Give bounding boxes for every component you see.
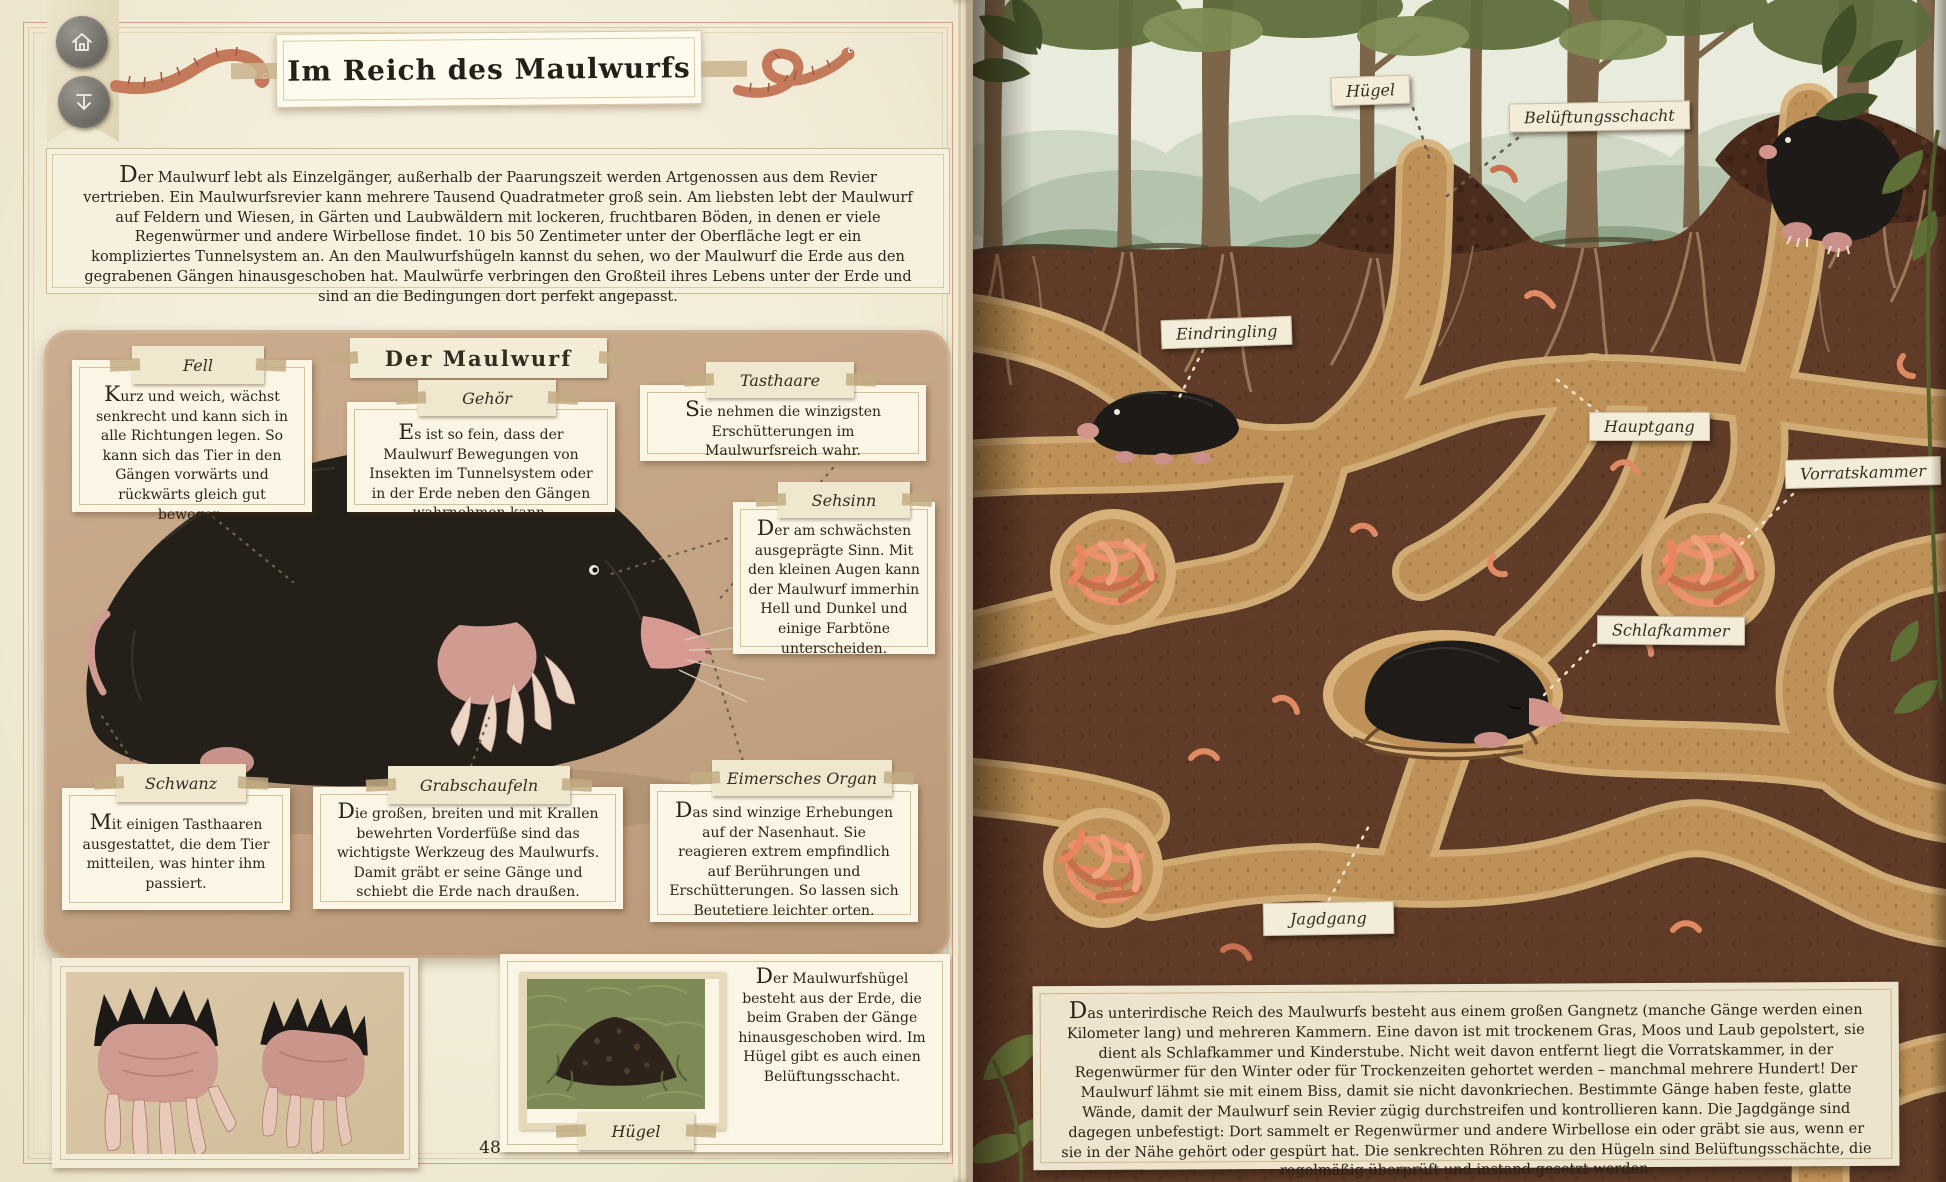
right-page bbox=[973, 0, 1946, 1182]
map-label-vorratskammer bbox=[1785, 456, 1942, 489]
map-label-hauptgang bbox=[1589, 412, 1710, 441]
map-label-belueftungsschacht bbox=[1509, 100, 1690, 132]
card-fell-text: Kurz und weich, wächst senkrecht und kann sich in alle Richtungen legen. So kann sich das Tier in den Gängen vorwärts und rückwärts gleich gut bewegen. bbox=[95, 382, 289, 523]
card-label-text: Eimersches Organ bbox=[726, 768, 878, 788]
map-label-text: Hauptgang bbox=[1604, 417, 1695, 436]
page-number: 48 bbox=[479, 1138, 501, 1158]
card-tasthaare-label bbox=[706, 362, 854, 398]
intro-text: Der Maulwurf lebt als Einzelgänger, außerhalb der Paarungszeit werden Artgenossen aus dem Revier vertrieben. Ein Maulwurfsrevier kann mehrere Tausend Quadratmeter groß sein. Am liebsten lebt der Maulwurf auf Feldern und Wiesen, in Gärten und Laubwäldern mit lockeren, fruchtbaren Böden, in denen er viele Regenwürmer und andere Wirbellose findet. 10 bis 50 Zentimeter unter der Oberfläche legt er ein kompliziertes Tunnelsystem an. An den Maulwurfshügeln kannst du sehen, wo der Maulwurf die Erde aus den gegrabenen Gängen hinausgeschoben hat. Maulwürfe verbringen den Großteil ihres Lebens unter der Erde und sind an die Bedingungen dort perfekt angepasst. bbox=[83, 161, 913, 305]
home-icon bbox=[68, 28, 96, 56]
scroll-down-button[interactable] bbox=[58, 76, 110, 128]
card-gehoer-text: Es ist so fein, dass der Maulwurf Bewegungen von Insekten im Tunnelsystem oder in der Erde neben den Gängen wahrnehmen kann. bbox=[369, 420, 593, 522]
card-eimersches-organ bbox=[650, 784, 918, 922]
paws-photo-card bbox=[52, 958, 418, 1168]
caption-text: Das unterirdische Reich des Maulwurfs besteht aus einem großen Gangnetz (manche Gänge werden einen Kilometer lang) und mehreren Kammern. Eine davon ist mit trockenem Gras, Moos und Laub gepolstert, sie dient als Schlafkammer und Kinderstube. Nicht weit davon entfernt liegt die Vorratskammer, in der Regenwürmer für den Winter oder für Trockenzeiten gehortet werden – manchmal mehrere Hundert! Der Maulwurf lähmt sie mit einem Biss, damit sie nicht davonkriechen. Bestimmte Gänge haben feste, glatte Wände, damit der Maulwurf sein Revier zügig durchstreifen und kontrollieren kann. Die Jagdgänge sind dagegen unbefestigt: Dort sammelt er Regenwürmer und andere Wirbellose ein oder gräbt sie aus, wenn er sie in der Nähe gehört oder gespürt hat. Die senkrechten Röhren zu den Hügeln sind Belüftungsschächte, die regelmäßig überprüft und instand gesetzt werden. bbox=[1061, 996, 1872, 1180]
down-arrow-icon bbox=[70, 88, 98, 116]
molehill-text: Der Maulwurfshügel besteht aus der Erde, die beim Graben der Gänge hinausgeschoben wird. Im Hügel gibt es auch einen Belüftungsschacht. bbox=[738, 964, 926, 1085]
card-label-text: Grabschaufeln bbox=[419, 775, 539, 795]
intro-box bbox=[46, 148, 950, 305]
map-label-jagdgang bbox=[1263, 901, 1394, 936]
title-banner bbox=[276, 30, 703, 108]
caption-panel bbox=[1033, 982, 1900, 1180]
card-sehsinn bbox=[733, 502, 935, 657]
card-label-text: Schwanz bbox=[144, 773, 218, 793]
paws-photo bbox=[66, 972, 404, 1154]
worm-illustration-right bbox=[728, 30, 858, 102]
map-label-text: Vorratskammer bbox=[1799, 461, 1927, 484]
card-label-text: Fell bbox=[183, 355, 213, 375]
card-schwanz-text: Mit einigen Tasthaaren ausgestattet, die dem Tier mitteilen, was hinter ihm passiert. bbox=[82, 810, 270, 892]
molehill-tag bbox=[578, 1112, 694, 1150]
molehill-photo bbox=[520, 972, 726, 1130]
map-label-text: Hügel bbox=[1345, 80, 1396, 101]
panel-header-label: Der Maulwurf bbox=[384, 345, 573, 371]
card-label-text: Tasthaare bbox=[739, 370, 821, 390]
paws-illustration bbox=[66, 972, 404, 1154]
map-label-eindringling bbox=[1161, 316, 1293, 350]
molehill-photo-art bbox=[527, 979, 705, 1109]
card-schwanz-label bbox=[116, 764, 246, 802]
page-title: Im Reich des Maulwurfs bbox=[287, 50, 691, 88]
card-eimersches-organ-text: Das sind winzige Erhebungen auf der Nasenhaut. Sie reagieren extrem empfindlich auf Berührungen und Erschütterungen. So lassen sich Beutetiere leichter orten. bbox=[669, 798, 899, 919]
card-tasthaare-text: Sie nehmen die winzigsten Erschütterungen im Maulwurfsreich wahr. bbox=[685, 397, 881, 460]
map-label-schlafkammer bbox=[1597, 615, 1745, 645]
card-label-text: Sehsinn bbox=[811, 490, 877, 510]
card-grabschaufeln bbox=[313, 787, 623, 909]
map-label-text: Jagdgang bbox=[1289, 908, 1367, 929]
map-label-text: Belüftungsschacht bbox=[1523, 105, 1675, 128]
card-grabschaufeln-text: Die großen, breiten und mit Krallen bewehrten Vorderfüße sind das wichtigste Werkzeug des Maulwurfs. Damit gräbt er seine Gänge und schiebt die Erde nach draußen. bbox=[336, 799, 600, 901]
panel-header-tag bbox=[350, 338, 607, 378]
molehill-card bbox=[500, 954, 950, 1152]
molehill-tag-text: Hügel bbox=[611, 1121, 661, 1141]
card-eimersches-organ-label bbox=[712, 760, 892, 796]
map-label-text: Eindringling bbox=[1175, 321, 1278, 344]
page-edge-gutter bbox=[953, 0, 973, 1182]
card-gehoer-label bbox=[418, 380, 556, 416]
card-grabschaufeln-label bbox=[388, 766, 570, 804]
map-label-huegel bbox=[1331, 75, 1411, 107]
card-sehsinn-text: Der am schwächsten ausgeprägte Sinn. Mit den kleinen Augen kann der Maulwurf immerhin Hell und Dunkel und einige Farbtöne unterscheiden. bbox=[748, 516, 920, 657]
card-schwanz bbox=[62, 788, 290, 910]
card-sehsinn-label bbox=[778, 482, 910, 518]
card-fell-label bbox=[132, 346, 264, 384]
card-label-text: Gehör bbox=[462, 388, 512, 408]
home-button[interactable] bbox=[56, 16, 108, 68]
card-gehoer bbox=[347, 402, 615, 522]
map-label-text: Schlafkammer bbox=[1611, 620, 1730, 641]
